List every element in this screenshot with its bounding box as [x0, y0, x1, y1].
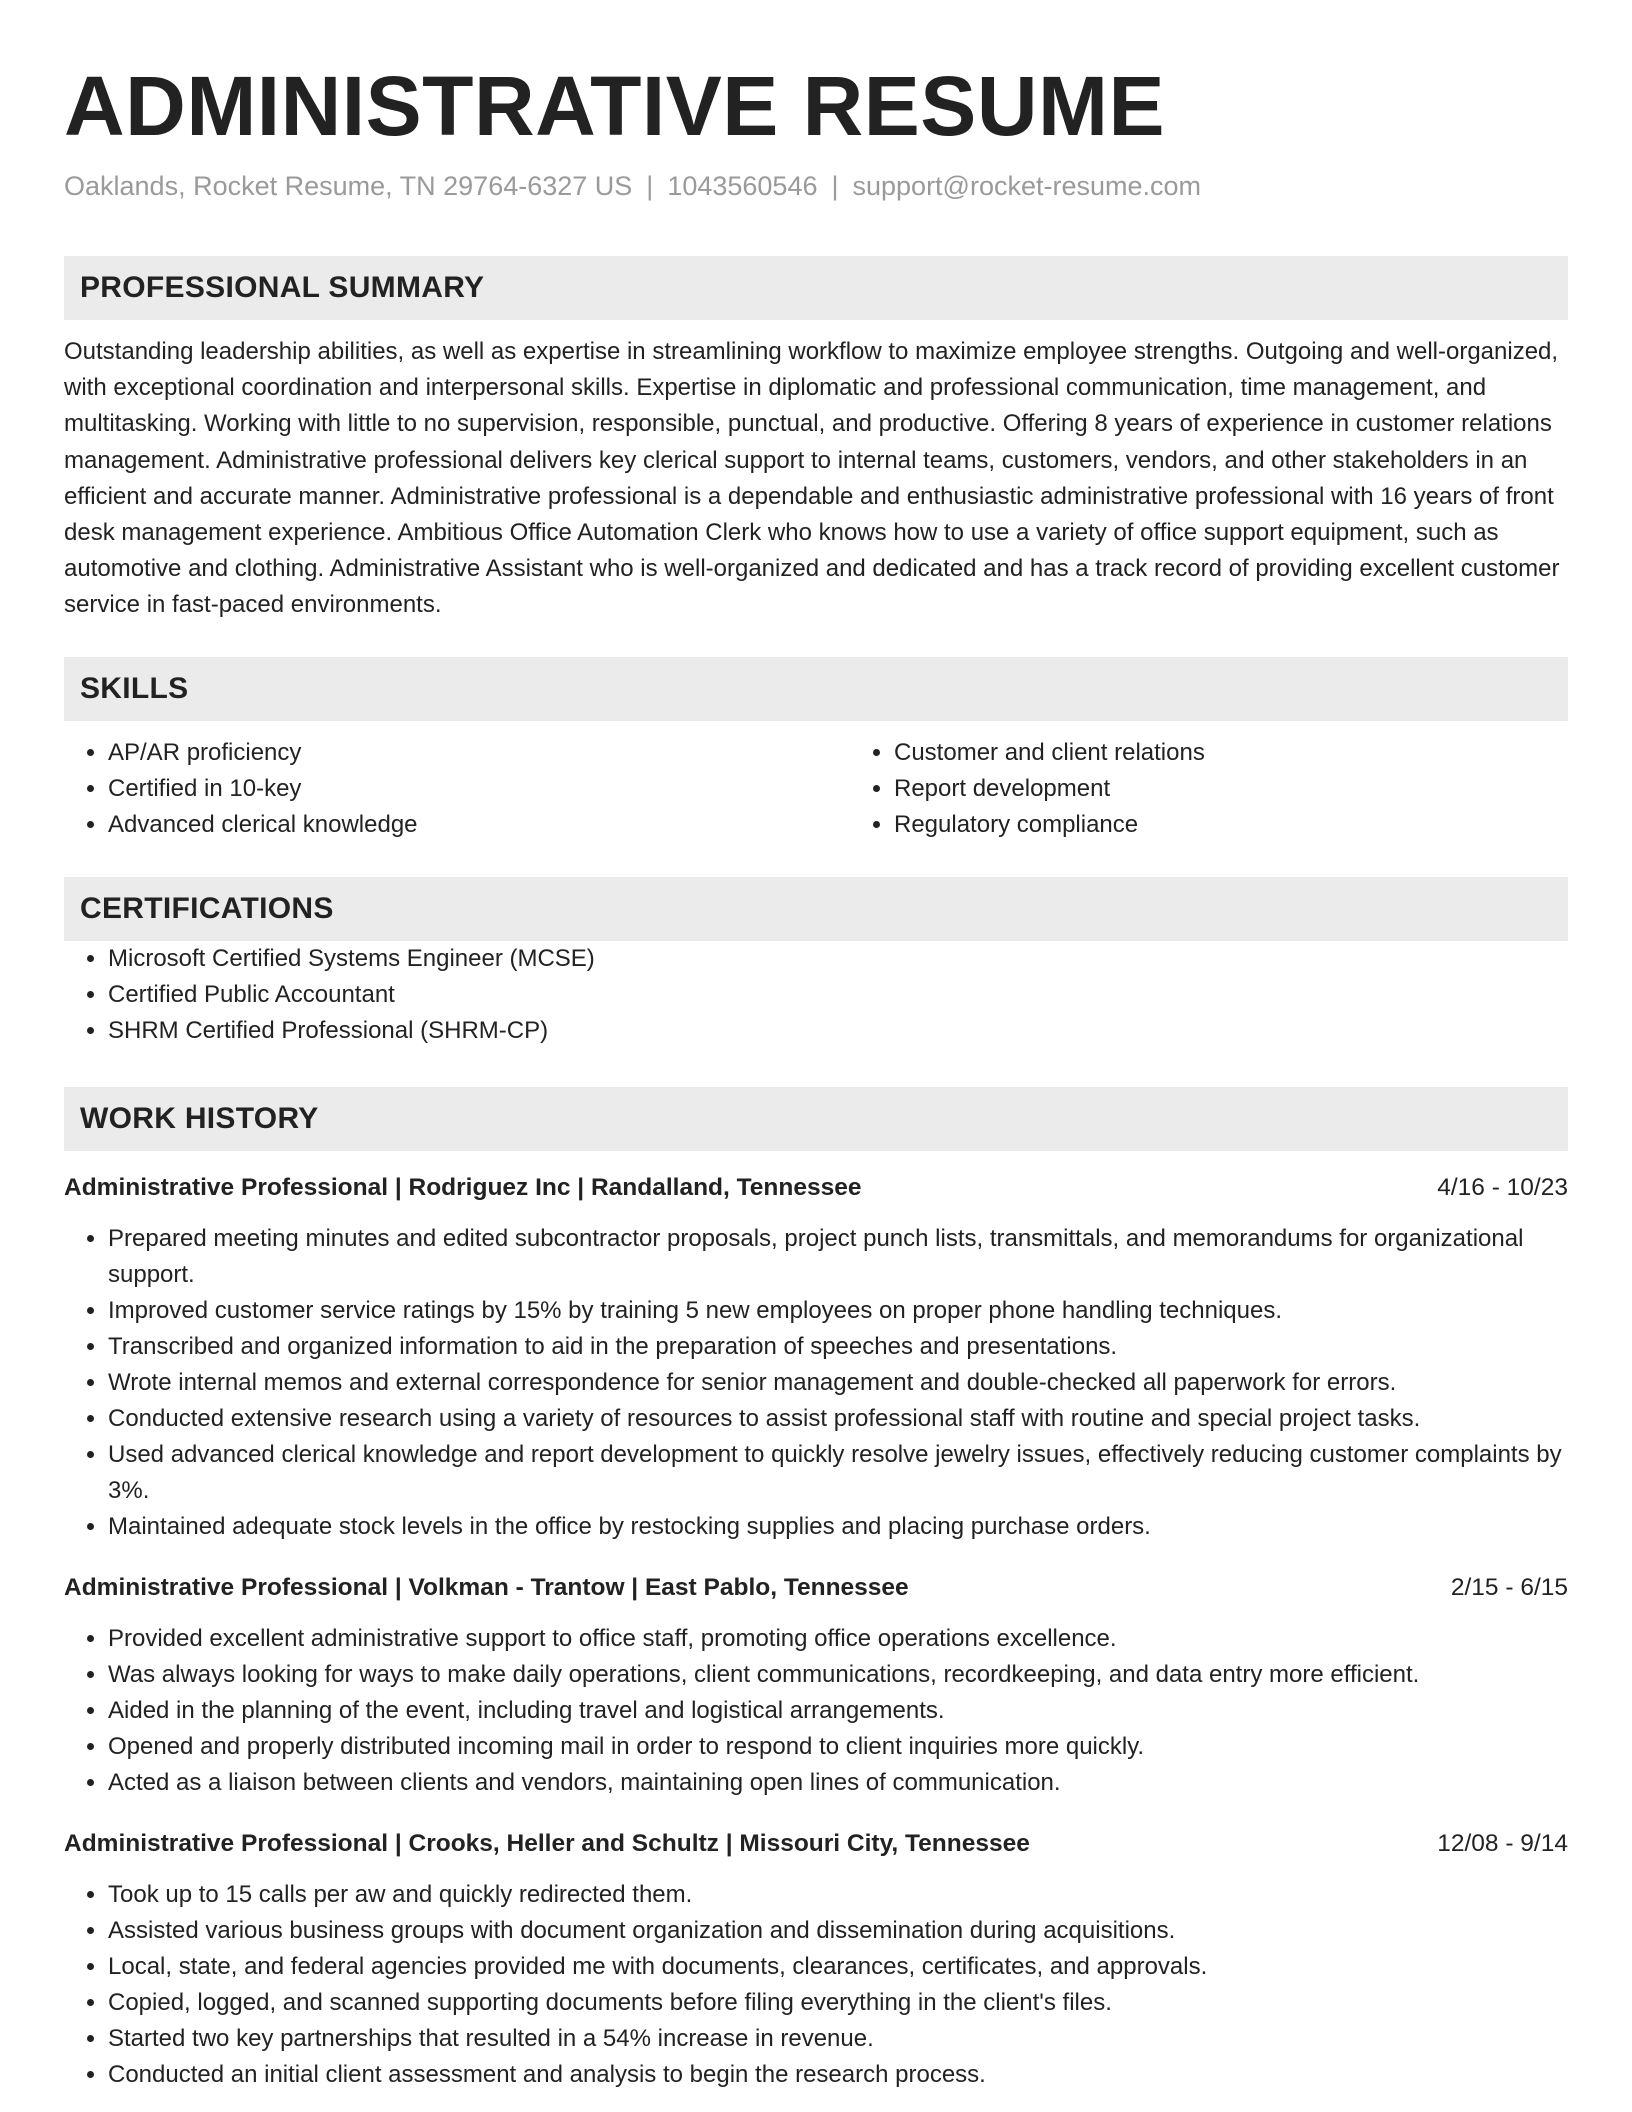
certification-item: • Microsoft Certified Systems Engineer (MCSE): [108, 941, 1568, 977]
job-bullet: • Was always looking for ways to make daily operations, client communications, recordkeeping, and data entry more efficient.: [108, 1657, 1568, 1693]
section-heading-skills: SKILLS: [64, 657, 1568, 721]
skills-grid: [64, 735, 1568, 843]
certification-item: • Certified Public Accountant: [108, 977, 1568, 1013]
skill-item: • Advanced clerical knowledge: [108, 807, 850, 843]
job-bullet: • Prepared meeting minutes and edited subcontractor proposals, project punch lists, transmittals, and memorandums for organizational support.: [108, 1221, 1568, 1293]
certifications-section: [64, 877, 1568, 1049]
job-header: [64, 1571, 1568, 1605]
job-title: Administrative Professional | Rodriguez Inc | Randalland, Tennessee: [64, 1173, 862, 1201]
resume-name: ADMINISTRATIVE RESUME: [64, 59, 1165, 153]
summary-section: [64, 256, 1568, 624]
section-heading-certifications: CERTIFICATIONS: [64, 877, 1568, 941]
contact-email[interactable]: support@rocket-resume.com: [852, 171, 1202, 201]
contact-separator: |: [831, 171, 839, 201]
job-bullet: • Assisted various business groups with document organization and dissemination during acquisitions.: [108, 1913, 1568, 1949]
job-bullet: • Maintained adequate stock levels in the office by restocking supplies and placing purchase orders.: [108, 1509, 1568, 1545]
contact-phone: 1043560546: [667, 171, 818, 201]
job-bullet: • Conducted extensive research using a variety of resources to assist professional staff with routine and special project tasks.: [108, 1401, 1568, 1437]
skill-item: • Report development: [894, 771, 1568, 807]
job-title: Administrative Professional | Volkman - Trantow | East Pablo, Tennessee: [64, 1573, 909, 1601]
job-bullet: • Acted as a liaison between clients and vendors, maintaining open lines of communication.: [108, 1765, 1568, 1801]
job-bullet: • Aided in the planning of the event, including travel and logistical arrangements.: [108, 1693, 1568, 1729]
job-bullet: • Transcribed and organized information to aid in the preparation of speeches and presentations.: [108, 1329, 1568, 1365]
job-header: [64, 1171, 1568, 1205]
job-bullet: • Provided excellent administrative support to office staff, promoting office operations excellence.: [108, 1621, 1568, 1657]
work-history-section: [64, 1087, 1568, 2093]
skill-item: • Regulatory compliance: [894, 807, 1568, 843]
contact-address: Oaklands, Rocket Resume, TN 29764-6327 US: [64, 171, 633, 201]
job-bullet: • Improved customer service ratings by 15% by training 5 new employees on proper phone handling techniques.: [108, 1293, 1568, 1329]
job-bullet: • Took up to 15 calls per aw and quickly redirected them.: [108, 1877, 1568, 1913]
job-bullets: [64, 1877, 1568, 2093]
job-title: Administrative Professional | Crooks, Heller and Schultz | Missouri City, Tennessee: [64, 1829, 1030, 1857]
section-heading-work-history: WORK HISTORY: [64, 1087, 1568, 1151]
job-bullet: • Used advanced clerical knowledge and report development to quickly resolve jewelry issues, effectively reducing customer complaints by 3%.: [108, 1437, 1568, 1509]
job-entry: [64, 1171, 1568, 1545]
job-bullet: • Local, state, and federal agencies provided me with documents, clearances, certificates, and approvals.: [108, 1949, 1568, 1985]
skill-item: • Customer and client relations: [894, 735, 1568, 771]
certification-item: • SHRM Certified Professional (SHRM-CP): [108, 1013, 1568, 1049]
job-header: [64, 1827, 1568, 1861]
contact-separator: |: [646, 171, 654, 201]
job-bullet: • Copied, logged, and scanned supporting documents before filing everything in the client's files.: [108, 1985, 1568, 2021]
job-dates: 4/16 - 10/23: [1437, 1173, 1568, 1201]
certifications-list: [64, 941, 1568, 1049]
job-bullets: [64, 1221, 1568, 1545]
contact-line: [64, 168, 1568, 204]
skill-item: • AP/AR proficiency: [108, 735, 850, 771]
job-dates: 12/08 - 9/14: [1437, 1829, 1568, 1857]
skills-list-left: [64, 735, 850, 843]
job-dates: 2/15 - 6/15: [1450, 1573, 1568, 1601]
job-bullets: [64, 1621, 1568, 1801]
job-bullet: • Conducted an initial client assessment and analysis to begin the research process.: [108, 2057, 1568, 2093]
job-entry: [64, 1827, 1568, 2093]
skills-list-right: [850, 735, 1568, 843]
skill-item: • Certified in 10-key: [108, 771, 850, 807]
section-heading-summary: PROFESSIONAL SUMMARY: [64, 256, 1568, 320]
job-bullet: • Opened and properly distributed incoming mail in order to respond to client inquiries more quickly.: [108, 1729, 1568, 1765]
job-bullet: • Started two key partnerships that resulted in a 54% increase in revenue.: [108, 2021, 1568, 2057]
summary-text: Outstanding leadership abilities, as well as expertise in streamlining workflow to maximize employee strengths. Outgoing and well-organized, with exceptional coordination and interpersonal skills. Expertise in diplomatic and professional communication, time management, and multitasking. Working with little to no supervision, responsible, punctual, and productive. Offering 8 years of experience in customer relations management. Administrative professional delivers key clerical support to internal teams, customers, vendors, and other stakeholders in an efficient and accurate manner. Administrative professional is a dependable and enthusiastic administrative professional with 16 years of front desk management experience. Ambitious Office Automation Clerk who knows how to use a variety of office support equipment, such as automotive and clothing. Administrative Assistant who is well-organized and dedicated and has a track record of providing excellent customer service in fast-paced environments.: [64, 338, 1560, 619]
skills-section: [64, 657, 1568, 843]
job-entry: [64, 1571, 1568, 1801]
job-bullet: • Wrote internal memos and external correspondence for senior management and double-checked all paperwork for errors.: [108, 1365, 1568, 1401]
